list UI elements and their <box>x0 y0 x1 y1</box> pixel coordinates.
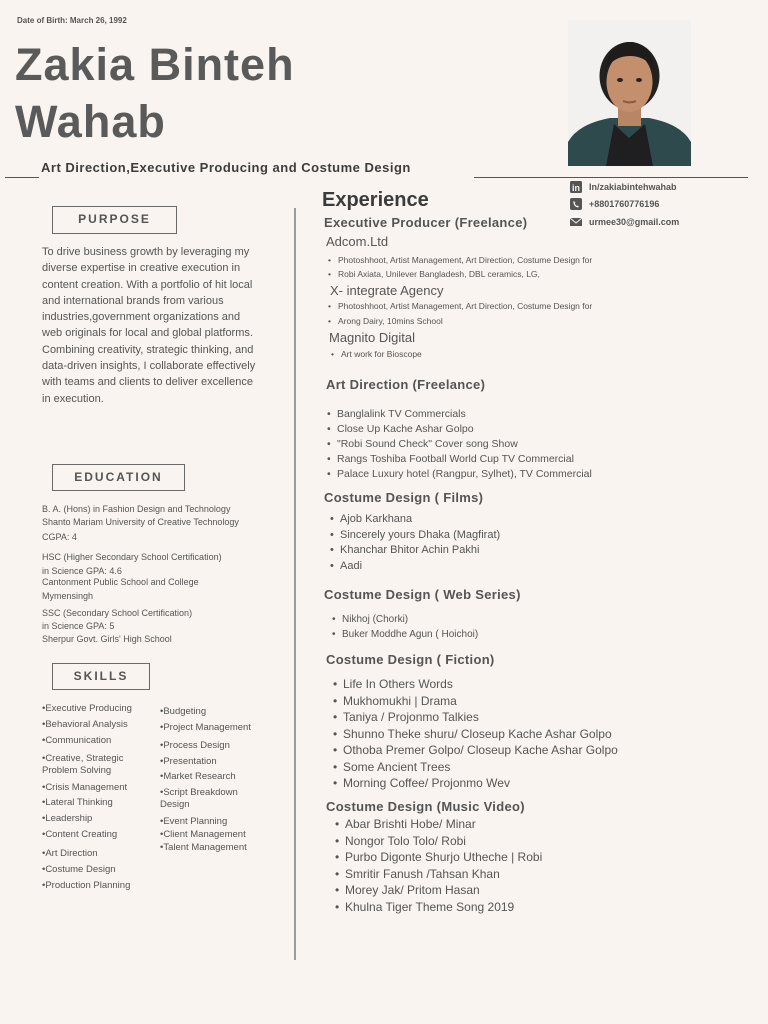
list-item: • Morning Coffee/ Projonmo Wev <box>333 775 733 792</box>
skills-heading: SKILLS <box>52 663 150 690</box>
org-magnito: Magnito Digital <box>329 330 415 345</box>
list-item: • Art work for Bioscope <box>331 349 711 359</box>
skill-item: •Costume Design <box>42 864 116 875</box>
list-item: • Shunno Theke shuru/ Closeup Kache Ashar Golpo <box>333 726 733 743</box>
org-x-integrate: X- integrate Agency <box>330 283 444 298</box>
purpose-heading: PURPOSE <box>52 206 177 234</box>
skill-item: •Crisis Management <box>42 782 128 793</box>
divider-right <box>474 177 748 178</box>
list-item: • Arong Dairy, 10mins School <box>328 314 708 329</box>
list-item: • Banglalink TV Commercials <box>327 407 727 422</box>
list-item: • Purbo Digonte Shurjo Utheche | Robi <box>335 849 735 866</box>
phone-text: +8801760776196 <box>589 199 660 209</box>
exec-producer-heading: Executive Producer (Freelance) <box>324 215 528 230</box>
location-text: Mymensingh <box>42 590 94 601</box>
email-text: urmee30@gmail.com <box>589 217 680 227</box>
list-item: • Robi Axiata, Unilever Bangladesh, DBL ceramics, LG, <box>328 267 708 281</box>
list-item: • Morey Jak/ Pritom Hasan <box>335 882 735 899</box>
skill-item: •Client Management <box>160 829 246 840</box>
skill-item: •Content Creating <box>42 829 118 840</box>
date-of-birth: Date of Birth: March 26, 1992 <box>17 16 127 25</box>
contact-linkedin[interactable] <box>569 181 677 193</box>
costume-web-heading: Costume Design ( Web Series) <box>324 587 521 602</box>
list-item: • Othoba Premer Golpo/ Closeup Kache Ashar Golpo <box>333 742 733 759</box>
web-series-list <box>332 612 732 642</box>
mail-icon <box>569 216 582 228</box>
column-divider <box>294 208 296 960</box>
skill-item: •Script Breakdown Design <box>160 787 238 810</box>
x-integrate-list <box>328 299 708 329</box>
skill-item: •Talent Management <box>160 842 247 853</box>
svg-text:in: in <box>571 183 580 193</box>
candidate-name <box>15 36 345 150</box>
fiction-list <box>333 676 733 792</box>
list-item: • Nongor Tolo Tolo/ Robi <box>335 833 735 850</box>
skill-item: •Lateral Thinking <box>42 797 113 808</box>
skill-item: •Project Management <box>160 722 251 733</box>
skill-item: •Behavioral Analysis <box>42 719 128 730</box>
divider-left <box>5 177 39 178</box>
org-adcom: Adcom.Ltd <box>326 234 389 249</box>
degree-text: B. A. (Hons) in Fashion Design and Technology <box>42 504 231 514</box>
list-item: • Mukhomukhi | Drama <box>333 693 733 710</box>
list-item: • Taniya / Projonmo Talkies <box>333 709 733 726</box>
phone-icon <box>569 198 582 210</box>
list-item: • Palace Luxury hotel (Rangpur, Sylhet), TV Commercial <box>327 467 727 482</box>
name-line-1: Zakia Binteh <box>15 39 295 90</box>
list-item: • Photoshhoot, Artist Management, Art Direction, Costume Design for <box>328 299 708 314</box>
skill-item: •Market Research <box>160 771 236 782</box>
name-line-2: Wahab <box>15 96 166 147</box>
list-item: • Nikhoj (Chorki) <box>332 612 732 627</box>
grade-text: in Science GPA: 5 <box>42 621 115 631</box>
contact-email[interactable] <box>569 216 679 228</box>
grade-text: in Science GPA: 4.6 <box>42 565 122 576</box>
skill-item: •Presentation <box>160 756 217 767</box>
education-entry-1 <box>42 503 287 544</box>
costume-fiction-heading: Costume Design ( Fiction) <box>326 652 495 667</box>
list-item: • Close Up Kache Ashar Golpo <box>327 422 727 437</box>
institution-text: Shanto Mariam University of Creative Technology <box>42 517 239 527</box>
linkedin-text: In/zakiabintehwahab <box>589 182 677 192</box>
education-heading: EDUCATION <box>52 464 185 491</box>
art-direction-list <box>327 407 727 482</box>
films-list <box>330 512 730 575</box>
list-item: • Sincerely yours Dhaka (Magfirat) <box>330 528 730 544</box>
skill-item: •Leadership <box>42 813 93 824</box>
degree-text: HSC (Higher Secondary School Certification) <box>42 552 222 562</box>
list-item: • Photoshhoot, Artist Management, Art Direction, Costume Design for <box>328 253 708 267</box>
skill-item: •Art Direction <box>42 848 98 859</box>
art-direction-heading: Art Direction (Freelance) <box>326 377 486 392</box>
list-item: • Smritir Fanush /Tahsan Khan <box>335 866 735 883</box>
education-entry-3 <box>42 607 287 646</box>
contact-phone[interactable] <box>569 198 659 210</box>
job-subtitle: Art Direction,Executive Producing and Costume Design <box>41 160 411 175</box>
skill-item: •Budgeting <box>160 706 207 717</box>
skill-item: •Communication <box>42 735 112 746</box>
list-item: • Khulna Tiger Theme Song 2019 <box>335 899 735 916</box>
skill-item: •Production Planning <box>42 880 131 891</box>
skill-item: •Executive Producing <box>42 703 132 714</box>
degree-text: SSC (Secondary School Certification) <box>42 608 193 618</box>
list-item: • Buker Moddhe Agun ( Hoichoi) <box>332 627 732 642</box>
linkedin-icon <box>569 181 582 193</box>
list-item: • Ajob Karkhana <box>330 512 730 528</box>
list-item: • Aadi <box>330 559 730 575</box>
list-item: • Khanchar Bhitor Achin Pakhi <box>330 543 730 559</box>
list-item: • Rangs Toshiba Football World Cup TV Commercial <box>327 452 727 467</box>
costume-music-heading: Costume Design (Music Video) <box>326 799 525 814</box>
music-video-list <box>335 816 735 915</box>
adcom-list <box>328 253 708 281</box>
education-entry-2 <box>42 552 287 602</box>
list-item: • Some Ancient Trees <box>333 759 733 776</box>
list-item: • Life In Others Words <box>333 676 733 693</box>
list-item: • Abar Brishti Hobe/ Minar <box>335 816 735 833</box>
skill-item: •Creative, Strategic Problem Solving <box>42 753 124 776</box>
costume-films-heading: Costume Design ( Films) <box>324 490 484 505</box>
magnito-list <box>331 349 711 359</box>
list-item: • "Robi Sound Check" Cover song Show <box>327 437 727 452</box>
skill-item: •Event Planning <box>160 816 228 827</box>
purpose-text: To drive business growth by leveraging my diverse expertise in creative execution in content creation. With a portfolio of hit local and international brands from various industries,government organizations and web originals for local and global platforms. Combining creativity, strategic thinking, and data-driven insights, I collaborate effectively with teams and clients to deliver excellence in execution. <box>42 246 256 405</box>
experience-heading: Experience <box>322 189 429 211</box>
portrait-image <box>568 20 691 166</box>
institution-text: Cantonment Public School and College <box>42 577 199 587</box>
profile-photo <box>568 20 691 166</box>
grade-text: CGPA: 4 <box>42 532 77 542</box>
institution-text: Sherpur Govt. Girls' High School <box>42 634 172 644</box>
skill-item: •Process Design <box>160 740 230 751</box>
